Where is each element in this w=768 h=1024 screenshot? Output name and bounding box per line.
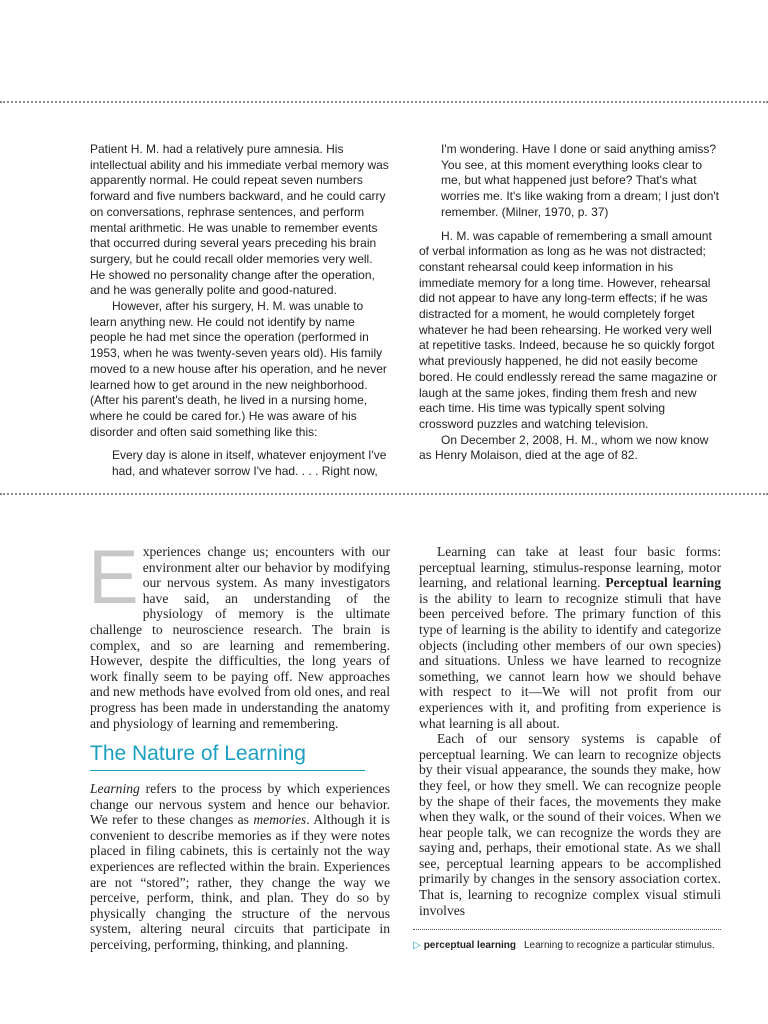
case-paragraph: H. M. was capable of remembering a small amount of verbal information as long as he was not distracted; constant rehearsal could keep information in his immediate memory for a long time. However, rehearsal did not appear to have any long-term effects; if he was distracted for a moment, he would completely forget whatever he had been rehearsing. He worked very well at repetitive tasks. Indeed, because he so quickly forgot what previously happened, he did not easily become bored. He could endlessly reread the same magazine or laugh at the same jokes, finding them fresh and new each time. His time was typically spent solving crossword puzzles and watching television. [419, 228, 718, 431]
body-text: . Although it is convenient to describe memories as if they were notes placed in filing cabinets, this is certainly not the way experiences are reflected within the brain. Experiences are not “stored”; rather, they change the way we perceive, perform, think, and plan. They do so by physically changing the structure of the nervous system, altering neural circuits that participate in perceiving, performing, thinking, and planning. [90, 812, 390, 952]
case-study-left-column [90, 142, 390, 480]
drop-cap: E [88, 535, 139, 620]
case-quote-end: I'm wondering. Have I done or said anything amiss? You see, at this moment everything looks clear to me, but what happened just before? That's what worries me. It's like waking from a dream; I just don't remember. (Milner, 1970, p. 37) [441, 142, 720, 219]
heading-underline [90, 770, 365, 771]
case-quote-start: Every day is alone in itself, whatever enjoyment I've had, and whatever sorrow I've had. . . . Right now, [112, 448, 387, 479]
glossary-definition: Learning to recognize a particular stimulus. [523, 940, 715, 951]
intro-text: xperiences change us; encounters with our environment alter our behavior by modifying our nervous system. As many investigators have said, an understanding of the physiology of memory is the ultimate challenge to neuroscience research. The brain is complex, and so are learning and remembering. However, despite the difficulties, the long years of work finally seem to be paying off. New approaches and new methods have evolved from old ones, and real progress has been made in understanding the anatomy and physiology of learning and remembering. [90, 544, 390, 731]
glossary-rule [413, 929, 721, 930]
top-dotted-rule [0, 101, 768, 103]
triangle-marker-icon: ▷ [413, 940, 421, 951]
body-text: is the ability to learn to recognize stimuli that have been perceived before. The primary function of this type of learning is the ability to identify and categorize objects (including other members of our own species) and situations. Unless we have learned to recognize something, we cannot learn how we should behave with respect to it—We will not profit from our experiences with it, and profiting from experience is what learning is all about. [419, 590, 721, 731]
mid-dotted-rule [0, 493, 768, 495]
case-study-right-column [419, 142, 721, 464]
body-text: refers to the process by which experiences change our nervous system and hence our behavior. We refer to these changes as [90, 781, 390, 828]
case-paragraph: Patient H. M. had a relatively pure amnesia. His intellectual ability and his immediate verbal memory was apparently normal. He could repeat seven numbers forward and five numbers backward, and he could carry on conversations, rephrase sentences, and perform mental arithmetic. He was unable to remember events that occurred during several years preceding his brain surgery, but he could recall older memories very well. He showed no personality change after the operation, and he was generally polite and good-natured. [90, 142, 389, 298]
right-column [419, 544, 721, 918]
body-paragraph: Each of our sensory systems is capable of perceptual learning. We can learn to recognize objects by their visual appearance, the sounds they make, how they feel, or how they smell. We can recognize people by the shape of their faces, the movements they make when they walk, or the sound of their voices. When we hear people talk, we can recognize the words they are saying and, perhaps, their emotional state. As we shall see, perceptual learning appears to be accomplished primarily by changes in the sensory association cortex. That is, learning to recognize complex visual stimuli involves [419, 731, 721, 918]
section-heading: The Nature of Learning [90, 742, 306, 765]
term-memories: memories [253, 812, 307, 828]
term-learning: Learning [90, 781, 140, 796]
learning-definition-paragraph [90, 781, 390, 953]
glossary-entry [413, 939, 743, 953]
case-paragraph: On December 2, 2008, H. M., whom we now know as Henry Molaison, died at the age of 82. [419, 432, 709, 463]
body-text: Learning can take at least four basic forms: perceptual learning, stimulus-response learning, motor learning, and relational learning. [419, 544, 721, 591]
glossary-term: perceptual learning [423, 940, 516, 951]
intro-paragraph [88, 535, 390, 731]
term-perceptual-learning: Perceptual learning [605, 575, 721, 591]
case-paragraph: However, after his surgery, H. M. was unable to learn anything new. He could not identify by name people he had met since the operation (performed in 1953, when he was twenty-seven years old). His family moved to a new house after his operation, and he never learned how to get around in the new neighborhood. (After his parent's death, he lived in a nursing home, where he could be cared for.) He was aware of his disorder and often said something like this: [90, 299, 387, 439]
